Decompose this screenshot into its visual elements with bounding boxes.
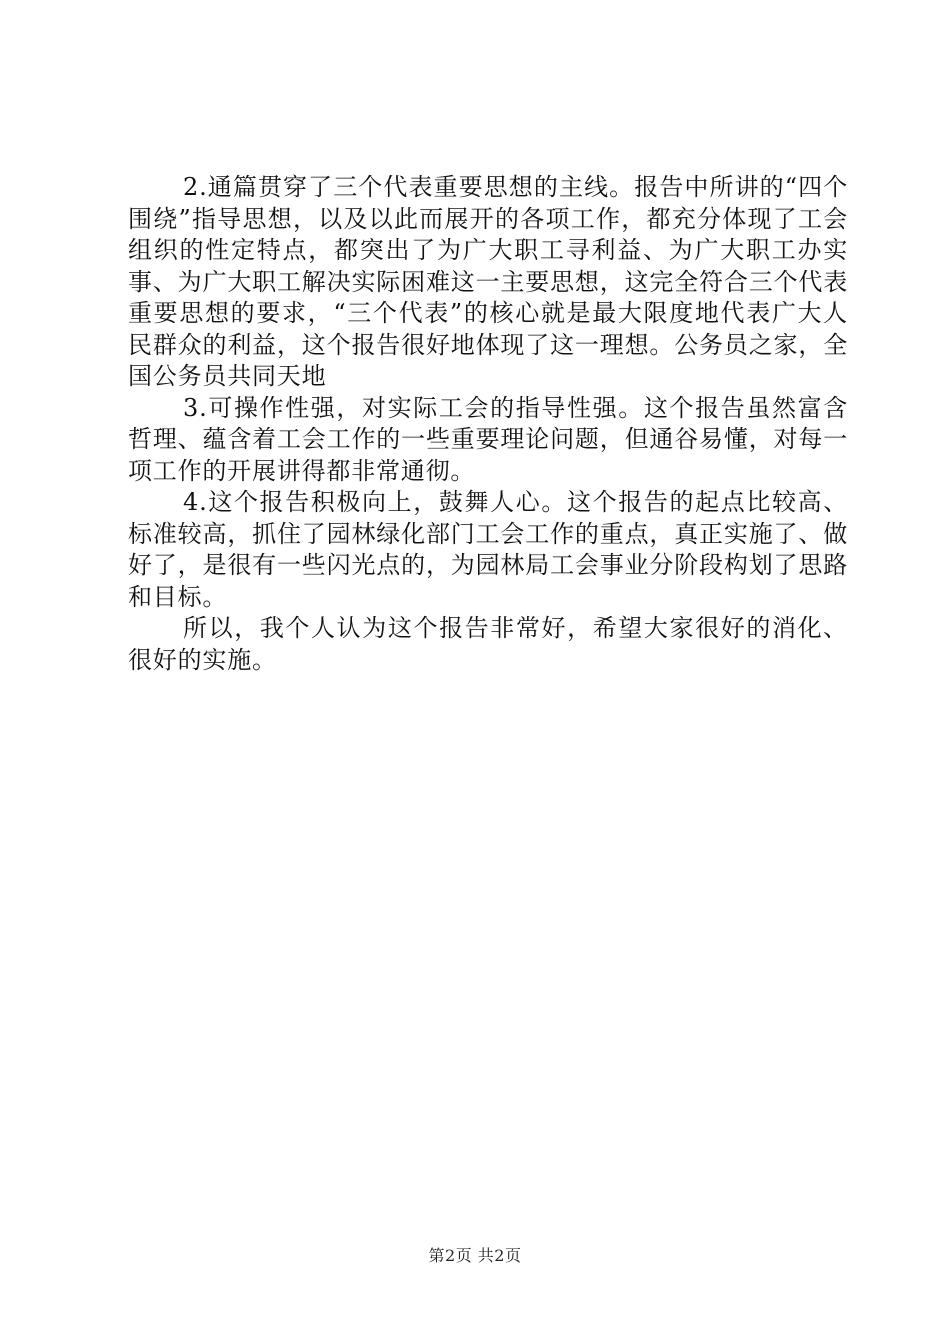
document-body: [128, 172, 848, 676]
paragraph-point-2: 2.通篇贯穿了三个代表重要思想的主线。报告中所讲的“四个围绕”指导思想，以及以此而展开的各项工作，都充分体现了工会组织的性定特点，都突出了为广大职工寻利益、为广大职工办实事、为广大职工解决实际困难这一主要思想，这完全符合三个代表重要思想的要求，“三个代表”的核心就是最大限度地代表广大人民群众的利益，这个报告很好地体现了这一理想。公务员之家，全国公务员共同天地: [128, 173, 848, 390]
paragraph-conclusion: 所以，我个人认为这个报告非常好，希望大家很好的消化、很好的实施。: [128, 614, 848, 674]
page-number-footer: 第2页 共2页: [428, 1246, 522, 1265]
paragraph-point-4: 4.这个报告积极向上，鼓舞人心。这个报告的起点比较高、标准较高，抓住了园林绿化部门工会工作的重点，真正实施了、做好了，是很有一些闪光点的，为园林局工会事业分阶段构划了思路和目标。: [128, 488, 848, 611]
paragraph-point-3: 3.可操作性强，对实际工会的指导性强。这个报告虽然富含哲理、蕴含着工会工作的一些重要理论问题，但通谷易懂，对每一项工作的开展讲得都非常通彻。: [128, 393, 848, 485]
